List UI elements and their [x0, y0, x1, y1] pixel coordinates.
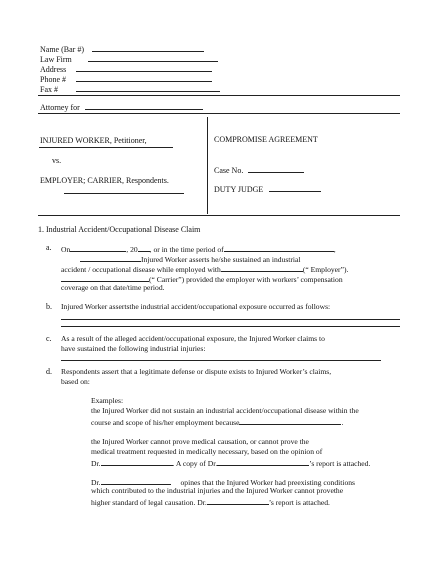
example-1-line-2-text: course and scope of his/her employment because — [91, 418, 240, 427]
name-bar-blank[interactable] — [92, 43, 204, 52]
vs-text: vs. — [52, 156, 62, 165]
item-a-line-4-text: (“ Carrier”) provided the employer with workers’ compensation — [149, 275, 343, 284]
item-c-line-2: have sustained the following industrial injuries: — [61, 344, 206, 353]
example-1-line-2: course and scope of his/her employment because . — [91, 418, 344, 427]
example-3-doctor-blank[interactable] — [101, 476, 171, 485]
item-b-blank-2[interactable] — [61, 326, 400, 327]
year-label: , 20 — [126, 245, 138, 254]
law-firm-blank[interactable] — [88, 53, 218, 62]
example-3-line-2: which contributed to the industrial injuries and the Injured Worker cannot provethe — [91, 486, 344, 495]
case-number-field — [214, 164, 304, 176]
case-number-label: Case No. — [214, 166, 244, 175]
item-b-text: Injured Worker assertsthe industrial accident/occupational exposure occurred as follows: — [61, 302, 331, 311]
item-a-marker: a. — [46, 243, 52, 252]
agreement-title: COMPROMISE AGREEMENT — [214, 135, 318, 144]
example-1-line-1: the Injured Worker did not sustain an industrial accident/occupational disease within the — [91, 406, 359, 415]
item-d-line-2: based on: — [61, 377, 90, 386]
worker-name-blank[interactable] — [80, 253, 141, 262]
duty-judge-field — [214, 183, 321, 195]
item-a-line-1: On , 20 , or in the time period of , — [61, 245, 336, 254]
employer-blank[interactable] — [221, 263, 303, 272]
respondents-text: EMPLOYER; CARRIER, Respondents. — [40, 176, 169, 185]
name-bar-label: Name (Bar #) — [40, 45, 84, 54]
example-3-dr-label: Dr. — [91, 478, 101, 487]
example-3-causation-text: higher standard of legal causation. Dr. — [91, 498, 207, 507]
employer-tag: (“ Employer”). — [302, 265, 349, 274]
item-a-line-3-text: accident / occupational disease while employed with — [61, 265, 221, 274]
example-2-doctor-blank[interactable] — [101, 457, 173, 466]
petitioner-line — [40, 136, 147, 146]
example-2-line-3 — [91, 457, 370, 468]
duty-judge-blank[interactable] — [269, 183, 321, 192]
case-number-blank[interactable] — [248, 164, 304, 173]
item-a-line-5: coverage on that date/time period. — [61, 283, 165, 292]
example-2-dr-label: Dr. — [91, 459, 101, 468]
attorney-for-label: Attorney for — [40, 103, 80, 112]
item-c-marker: c. — [46, 334, 52, 343]
example-3-opines-text: opines that the Injured Worker had preexisting conditions — [180, 478, 355, 487]
petitioner-underline — [39, 147, 173, 148]
attorney-for-blank[interactable] — [85, 101, 203, 110]
example-2-line-2: medical treatment requested in medically necessary, based on the opinion of — [91, 447, 323, 456]
fax-blank[interactable] — [76, 83, 220, 92]
item-b-blank-1[interactable] — [61, 319, 400, 320]
section-1-heading: 1. Industrial Accident/Occupational Disease Claim — [38, 225, 201, 234]
caption-bottom-line — [38, 215, 400, 216]
fax-label: Fax # — [40, 85, 58, 94]
example-2-copy-text: . A copy of Dr. — [172, 459, 218, 468]
year-blank[interactable] — [138, 243, 150, 252]
law-firm-label: Law Firm — [40, 55, 72, 64]
respondents-underline — [64, 193, 184, 194]
caption-top-line — [38, 113, 400, 114]
time-period-label: , or in the time period of — [149, 245, 224, 254]
item-c-blank[interactable] — [61, 360, 381, 361]
examples-label: Examples: — [91, 396, 124, 405]
on-label: On — [61, 245, 71, 254]
header-divider — [38, 95, 400, 96]
example-3-report-doctor-blank[interactable] — [207, 496, 269, 505]
item-d-marker: d. — [46, 367, 52, 376]
address-blank[interactable] — [76, 63, 212, 72]
time-period-blank[interactable] — [224, 243, 334, 252]
date-blank[interactable] — [70, 243, 126, 252]
caption-vertical-divider — [207, 117, 208, 214]
example-2-line-1: the Injured Worker cannot prove medical causation, or cannot prove the — [91, 437, 309, 446]
phone-label: Phone # — [40, 75, 66, 84]
example-2-attached-text: ’s report is attached. — [309, 459, 371, 468]
fax-field — [40, 83, 220, 95]
petitioner-text: INJURED WORKER, Petitioner, — [40, 136, 147, 145]
example-1-reason-blank[interactable] — [239, 416, 341, 425]
phone-blank[interactable] — [76, 73, 212, 82]
duty-judge-label: DUTY JUDGE — [214, 185, 264, 194]
carrier-blank[interactable] — [61, 273, 149, 282]
example-3-line-3 — [91, 496, 330, 507]
item-a-line-2-text: Injured Worker asserts he/she sustained an industrial — [141, 255, 301, 264]
item-d-line-1: Respondents assert that a legitimate defense or dispute exists to Injured Worker’s claims, — [61, 367, 332, 376]
example-3-attached-text: ’s report is attached. — [268, 498, 330, 507]
address-label: Address — [40, 65, 67, 74]
item-b-marker: b. — [46, 302, 52, 311]
item-c-line-1: As a result of the alleged accident/occupational exposure, the Injured Worker claims to — [61, 334, 325, 343]
attorney-for-field — [40, 101, 203, 113]
example-2-report-doctor-blank[interactable] — [217, 457, 309, 466]
